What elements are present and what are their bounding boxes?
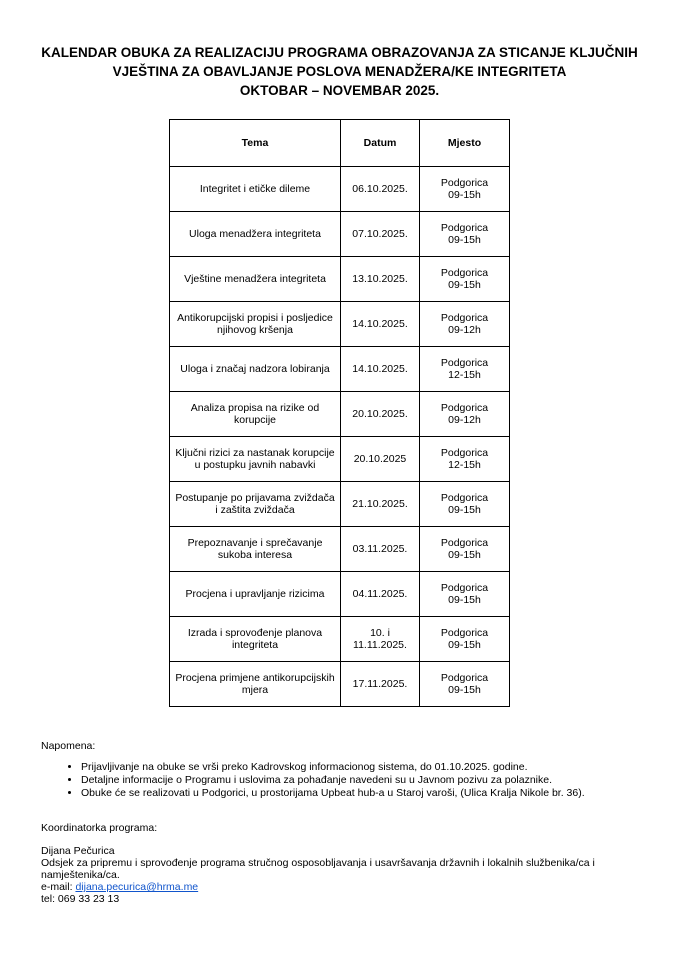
email-line (41, 881, 641, 893)
cell-datum: 14.10.2025. (341, 302, 420, 347)
note-label: Napomena: (41, 740, 96, 752)
cell-datum: 10. i 11.11.2025. (341, 617, 420, 662)
cell-mjesto-time: 09-15h (448, 684, 481, 696)
cell-tema: Integritet i etičke dileme (170, 167, 341, 212)
cell-datum: 20.10.2025 (341, 437, 420, 482)
cell-mjesto-time: 09-15h (448, 639, 481, 651)
table-row (170, 437, 510, 482)
cell-mjesto (420, 572, 510, 617)
table-row (170, 257, 510, 302)
cell-tema: Procjena i upravljanje rizicima (170, 572, 341, 617)
cell-datum: 14.10.2025. (341, 347, 420, 392)
note-list (41, 761, 585, 800)
table-row (170, 617, 510, 662)
note-item: • Detaljne informacije o Programu i uslovima za pohađanje navedeni su u Javnom pozivu za polaznike. (81, 774, 585, 787)
table-row (170, 302, 510, 347)
cell-mjesto-place: Podgorica (440, 402, 489, 414)
cell-tema: Procjena primjene antikorupcijskih mjera (170, 662, 341, 707)
cell-mjesto-place: Podgorica (440, 447, 489, 459)
cell-mjesto-time: 12-15h (448, 369, 481, 381)
table-row (170, 482, 510, 527)
note-item: • Obuke će se realizovati u Podgorici, u prostorijama Upbeat hub-a u Starој varoši, (Ulica Kralja Nikole br. 36). (81, 787, 585, 800)
cell-mjesto-place: Podgorica (440, 537, 489, 549)
cell-tema: Antikorupcijski propisi i posljedice njihovog kršenja (170, 302, 341, 347)
title-line-2: VJEŠTINA ZA OBAVLJANJE POSLOVA MENADŽERA/KE INTEGRITETA (112, 64, 567, 79)
cell-mjesto-time: 09-15h (448, 504, 481, 516)
cell-tema: Postupanje po prijavama zviždača i zaštita zviždača (170, 482, 341, 527)
cell-mjesto-place: Podgorica (440, 357, 489, 369)
coordinator-label: Koordinatorka programa: (41, 822, 158, 834)
cell-tema: Ključni rizici za nastanak korupcije u postupku javnih nabavki (170, 437, 341, 482)
cell-mjesto (420, 212, 510, 257)
cell-mjesto-time: 09-15h (448, 189, 481, 201)
cell-mjesto (420, 167, 510, 212)
cell-mjesto-time: 09-15h (448, 234, 481, 246)
cell-mjesto-place: Podgorica (440, 672, 489, 684)
table-row (170, 392, 510, 437)
cell-datum: 03.11.2025. (341, 527, 420, 572)
cell-mjesto-time: 09-15h (448, 279, 481, 291)
title-line-1: KALENDAR OBUKA ZA REALIZACIJU PROGRAMA OBRAZOVANJA ZA STICANJE KLJUČNIH (41, 45, 638, 60)
header-datum: Datum (341, 120, 420, 167)
table-row (170, 572, 510, 617)
cell-mjesto (420, 527, 510, 572)
email-label: e-mail: (41, 881, 73, 893)
table-row (170, 347, 510, 392)
table-row (170, 662, 510, 707)
contact-block (41, 845, 641, 905)
title-line-3: OKTOBAR – NOVEMBAR 2025. (239, 83, 440, 98)
cell-tema: Izrada i sprovođenje planova integriteta (170, 617, 341, 662)
cell-datum: 06.10.2025. (341, 167, 420, 212)
cell-datum: 04.11.2025. (341, 572, 420, 617)
cell-mjesto-time: 12-15h (448, 459, 481, 471)
coordinator-department: Odsjek za pripremu i sprovođenje programa stručnog osposobljavanja i usavršavanja državnih i lokalnih službenika/ca i namještenika/ca. (41, 857, 595, 881)
table-row (170, 167, 510, 212)
cell-mjesto-place: Podgorica (440, 222, 489, 234)
cell-datum: 17.11.2025. (341, 662, 420, 707)
cell-mjesto-time: 09-12h (448, 324, 481, 336)
cell-mjesto-place: Podgorica (440, 267, 489, 279)
cell-mjesto-place: Podgorica (440, 312, 489, 324)
cell-datum: 07.10.2025. (341, 212, 420, 257)
note-item: • Prijavljivanje na obuke se vrši preko Kadrovskog informacionog sistema, do 01.10.2025. godine. (81, 761, 585, 774)
cell-mjesto (420, 482, 510, 527)
cell-datum: 20.10.2025. (341, 392, 420, 437)
phone: tel: 069 33 23 13 (41, 893, 120, 905)
table-row (170, 527, 510, 572)
cell-mjesto (420, 302, 510, 347)
cell-tema: Vještine menadžera integriteta (170, 257, 341, 302)
cell-tema: Uloga i značaj nadzora lobiranja (170, 347, 341, 392)
cell-mjesto-time: 09-15h (448, 549, 481, 561)
cell-mjesto (420, 662, 510, 707)
table-header-row (170, 120, 510, 167)
cell-mjesto (420, 617, 510, 662)
header-tema: Tema (170, 120, 341, 167)
cell-datum: 21.10.2025. (341, 482, 420, 527)
cell-mjesto (420, 392, 510, 437)
table-row (170, 212, 510, 257)
coordinator-name: Dijana Pečurica (41, 845, 115, 857)
header-mjesto: Mjesto (420, 120, 510, 167)
cell-mjesto-time: 09-15h (448, 594, 481, 606)
document-title (20, 43, 659, 100)
email-link[interactable]: dijana.pecurica@hrma.me (75, 881, 199, 893)
cell-mjesto-place: Podgorica (440, 492, 489, 504)
cell-mjesto-place: Podgorica (440, 582, 489, 594)
cell-mjesto (420, 437, 510, 482)
cell-mjesto-place: Podgorica (440, 627, 489, 639)
training-schedule-table (169, 119, 510, 707)
cell-mjesto-time: 09-12h (448, 414, 481, 426)
cell-datum: 13.10.2025. (341, 257, 420, 302)
cell-mjesto-place: Podgorica (440, 177, 489, 189)
cell-tema: Analiza propisa na rizike od korupcije (170, 392, 341, 437)
cell-tema: Uloga menadžera integriteta (170, 212, 341, 257)
cell-mjesto (420, 257, 510, 302)
cell-mjesto (420, 347, 510, 392)
cell-tema: Prepoznavanje i sprečavanje sukoba interesa (170, 527, 341, 572)
